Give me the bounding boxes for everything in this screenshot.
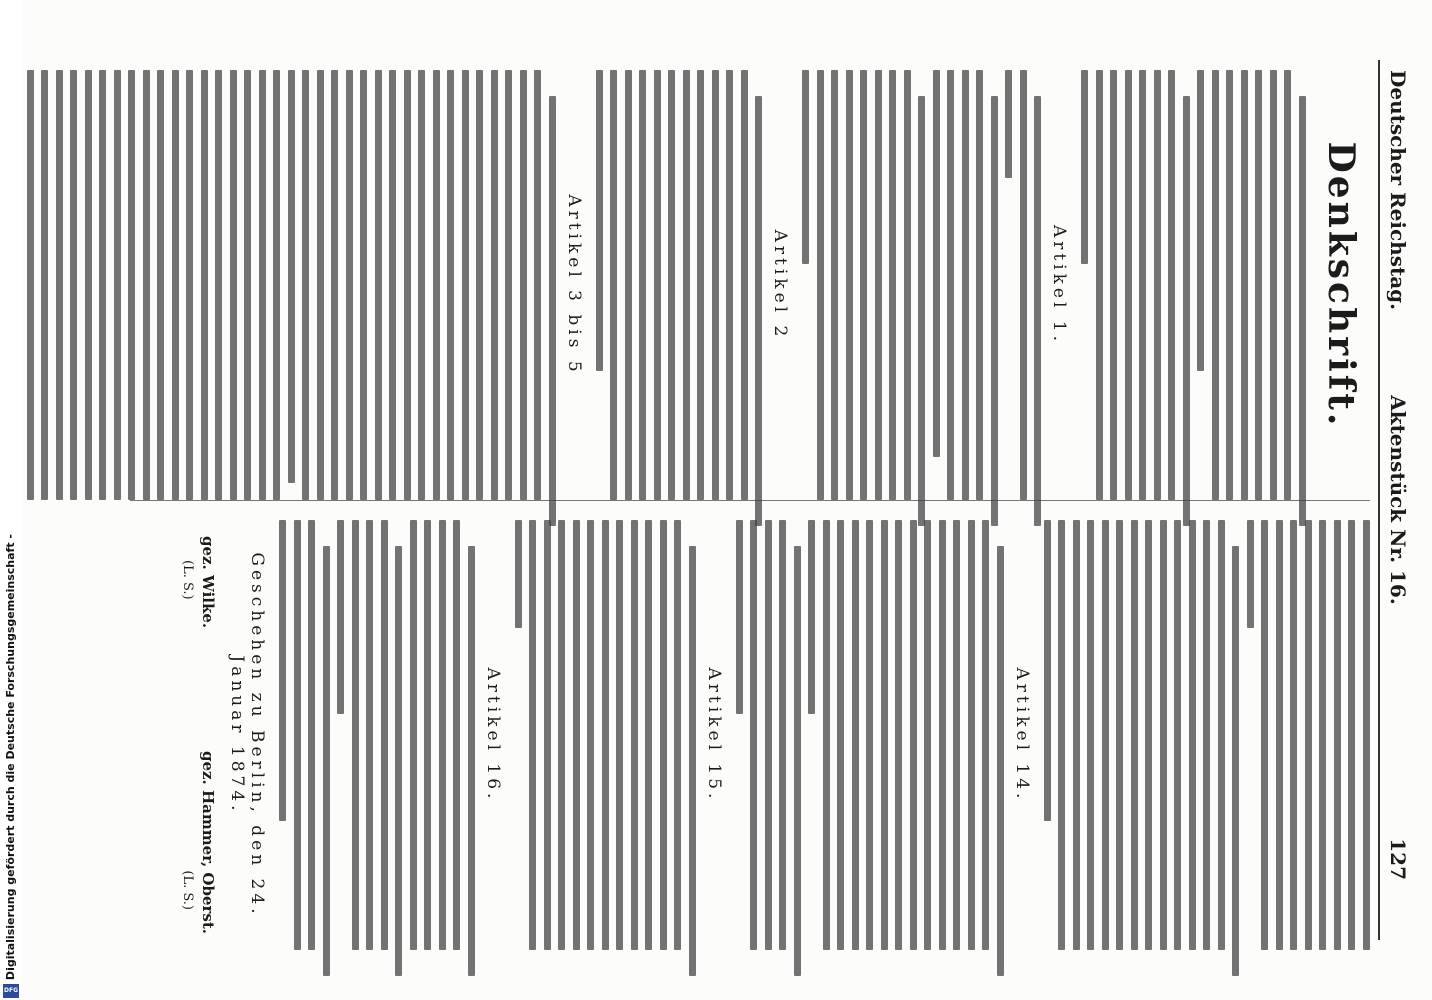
paragraph [1082, 70, 1191, 500]
paragraph [803, 70, 926, 500]
text-line [317, 70, 324, 500]
text-line [1349, 520, 1356, 950]
text-line [71, 70, 78, 500]
text-line [506, 70, 513, 500]
text-line [288, 70, 295, 483]
text-line [890, 70, 897, 500]
text-line [158, 70, 165, 500]
text-line [1154, 70, 1161, 500]
text-line [991, 96, 998, 526]
text-line [1044, 520, 1051, 821]
text-line [367, 520, 374, 950]
text-line [27, 70, 34, 500]
article-heading: Artikel 3 bis 5 [564, 194, 584, 376]
text-line [573, 520, 580, 950]
text-line [846, 70, 853, 500]
text-line [968, 520, 975, 950]
text-line [1285, 70, 1292, 500]
text-line [1305, 520, 1312, 950]
text-line [1140, 70, 1147, 500]
text-line [1247, 520, 1254, 628]
text-line [1125, 70, 1132, 500]
text-line [396, 546, 403, 976]
paragraph [596, 70, 763, 500]
text-line [404, 70, 411, 500]
text-line [1291, 520, 1298, 950]
text-line [1227, 70, 1234, 500]
left-column [5, 70, 1370, 500]
text-line [602, 520, 609, 950]
text-line [454, 520, 461, 950]
text-line [919, 96, 926, 526]
text-line [530, 520, 537, 950]
text-line [448, 70, 455, 500]
seal-row [181, 520, 196, 950]
text-line [520, 70, 527, 500]
text-line [736, 520, 743, 714]
text-line [910, 520, 917, 950]
paragraph [338, 520, 403, 950]
text-line [303, 70, 310, 500]
text-line [1059, 520, 1066, 950]
text-line [100, 70, 107, 500]
text-line [462, 70, 469, 500]
right-column [181, 520, 1371, 950]
text-line [346, 70, 353, 500]
text-line [817, 70, 824, 500]
text-line [143, 70, 150, 500]
text-line [114, 70, 121, 500]
text-line [675, 520, 682, 950]
date-line: Geschehen zu Berlin, den 24. Januar 1874. [227, 552, 268, 918]
text-line [216, 70, 223, 500]
signature-left: gez. Wilke. [199, 536, 218, 629]
text-line [1183, 96, 1190, 526]
text-line [352, 520, 359, 950]
signature-right: gez. Hammer, Oberst. [199, 750, 218, 934]
article-heading: Artikel 14. [1012, 667, 1032, 803]
text-line [338, 520, 345, 714]
text-line [294, 520, 301, 950]
article-heading: Artikel 15. [704, 667, 724, 803]
text-line [803, 70, 810, 264]
text-line [477, 70, 484, 500]
text-line [881, 520, 888, 950]
text-line [332, 70, 339, 500]
text-line [832, 70, 839, 500]
paragraph [1006, 70, 1042, 500]
paragraph [933, 70, 998, 500]
text-line [1233, 546, 1240, 976]
text-line [1117, 520, 1124, 950]
text-line [187, 70, 194, 500]
document-title: Denkschrift. [1320, 141, 1362, 429]
text-line [631, 520, 638, 950]
paragraph [410, 520, 475, 950]
text-line [549, 96, 556, 526]
text-line [939, 520, 946, 950]
text-line [875, 70, 882, 500]
text-line [1276, 520, 1283, 950]
text-line [1102, 520, 1109, 950]
text-line [559, 520, 566, 950]
text-line [410, 520, 417, 950]
text-line [654, 70, 661, 500]
text-line [1189, 520, 1196, 950]
text-line [983, 520, 990, 950]
paragraph [1247, 520, 1370, 950]
text-line [309, 520, 316, 950]
text-line [954, 520, 961, 950]
paragraph [1044, 520, 1240, 950]
text-line [640, 70, 647, 500]
text-line [390, 70, 397, 500]
text-line [823, 520, 830, 950]
text-line [669, 70, 676, 500]
text-line [274, 70, 281, 500]
text-line [1160, 520, 1167, 950]
article-heading: Artikel 2 [770, 229, 791, 341]
page-number: 127 [1386, 838, 1410, 880]
text-line [997, 546, 1004, 976]
text-line [625, 70, 632, 500]
paragraph [515, 520, 696, 950]
text-line [948, 70, 955, 500]
text-line [861, 70, 868, 500]
text-line [491, 70, 498, 500]
text-line [977, 70, 984, 500]
digitization-credit: Digitalisierung gefördert durch die Deutsche Forschungsgemeinschaft - [4, 533, 17, 980]
text-line [896, 520, 903, 950]
running-header-middle: Aktenstück Nr. 16. [1386, 395, 1410, 605]
text-line [1299, 96, 1306, 526]
paragraph [280, 520, 331, 950]
text-line [765, 520, 772, 950]
seal-left: (L. S.) [180, 560, 196, 600]
text-line [1096, 70, 1103, 500]
text-line [683, 70, 690, 500]
text-line [741, 70, 748, 500]
text-line [201, 70, 208, 500]
text-line [1212, 70, 1219, 500]
text-line [323, 546, 330, 976]
text-line [1270, 70, 1277, 500]
text-line [1241, 70, 1248, 500]
text-line [433, 70, 440, 500]
text-line [660, 520, 667, 950]
text-line [280, 520, 287, 821]
text-line [42, 70, 49, 500]
text-line [375, 70, 382, 500]
text-line [85, 70, 92, 500]
text-line [381, 520, 388, 950]
text-line [535, 70, 542, 500]
text-line [698, 70, 705, 500]
text-line [245, 70, 252, 500]
text-line [1073, 520, 1080, 950]
text-line [1035, 96, 1042, 526]
text-line [1146, 520, 1153, 950]
text-line [515, 520, 522, 628]
text-line [925, 520, 932, 950]
running-header-left: Deutscher Reichstag. [1386, 70, 1410, 311]
text-line [425, 520, 432, 950]
text-line [1111, 70, 1118, 500]
text-line [780, 520, 787, 950]
text-line [756, 96, 763, 526]
paragraph [736, 520, 801, 950]
text-line [361, 70, 368, 500]
text-line [852, 520, 859, 950]
text-line [962, 70, 969, 500]
paragraph [809, 520, 1005, 950]
text-line [727, 70, 734, 500]
text-line [56, 70, 63, 500]
text-line [419, 70, 426, 500]
text-line [1218, 520, 1225, 950]
text-line [646, 520, 653, 950]
text-line [1169, 70, 1176, 500]
text-line [712, 70, 719, 500]
text-line [809, 520, 816, 714]
text-line [1198, 70, 1205, 371]
text-line [933, 70, 940, 457]
article-heading: Artikel 16. [483, 667, 503, 803]
text-line [838, 520, 845, 950]
text-line [1262, 520, 1269, 950]
text-line [468, 546, 475, 976]
text-line [751, 520, 758, 950]
seal-right: (L. S.) [180, 870, 196, 910]
text-line [172, 70, 179, 500]
text-line [439, 520, 446, 950]
dfg-logo-icon: DFG [3, 984, 19, 998]
text-line [611, 70, 618, 500]
text-line [1363, 520, 1370, 950]
text-line [689, 546, 696, 976]
text-line [259, 70, 266, 500]
text-line [1088, 520, 1095, 950]
text-line [1320, 520, 1327, 950]
text-line [596, 70, 603, 371]
paragraph [1198, 70, 1307, 500]
text-line [904, 70, 911, 500]
text-line [129, 70, 136, 500]
text-line [1175, 520, 1182, 950]
text-line [588, 520, 595, 950]
text-line [867, 520, 874, 950]
text-line [1204, 520, 1211, 950]
text-line [1020, 70, 1027, 500]
text-line [1006, 70, 1013, 178]
article-heading: Artikel 1. [1049, 224, 1070, 346]
signature-row [200, 520, 218, 950]
text-line [1334, 520, 1341, 950]
text-line [544, 520, 551, 950]
text-line [794, 546, 801, 976]
text-line [230, 70, 237, 500]
text-line [617, 520, 624, 950]
text-line [1256, 70, 1263, 500]
paragraph [13, 70, 557, 500]
text-line [1131, 520, 1138, 950]
header-rule [1378, 60, 1380, 940]
text-line [1082, 70, 1089, 264]
digitization-footer [0, 0, 22, 1000]
